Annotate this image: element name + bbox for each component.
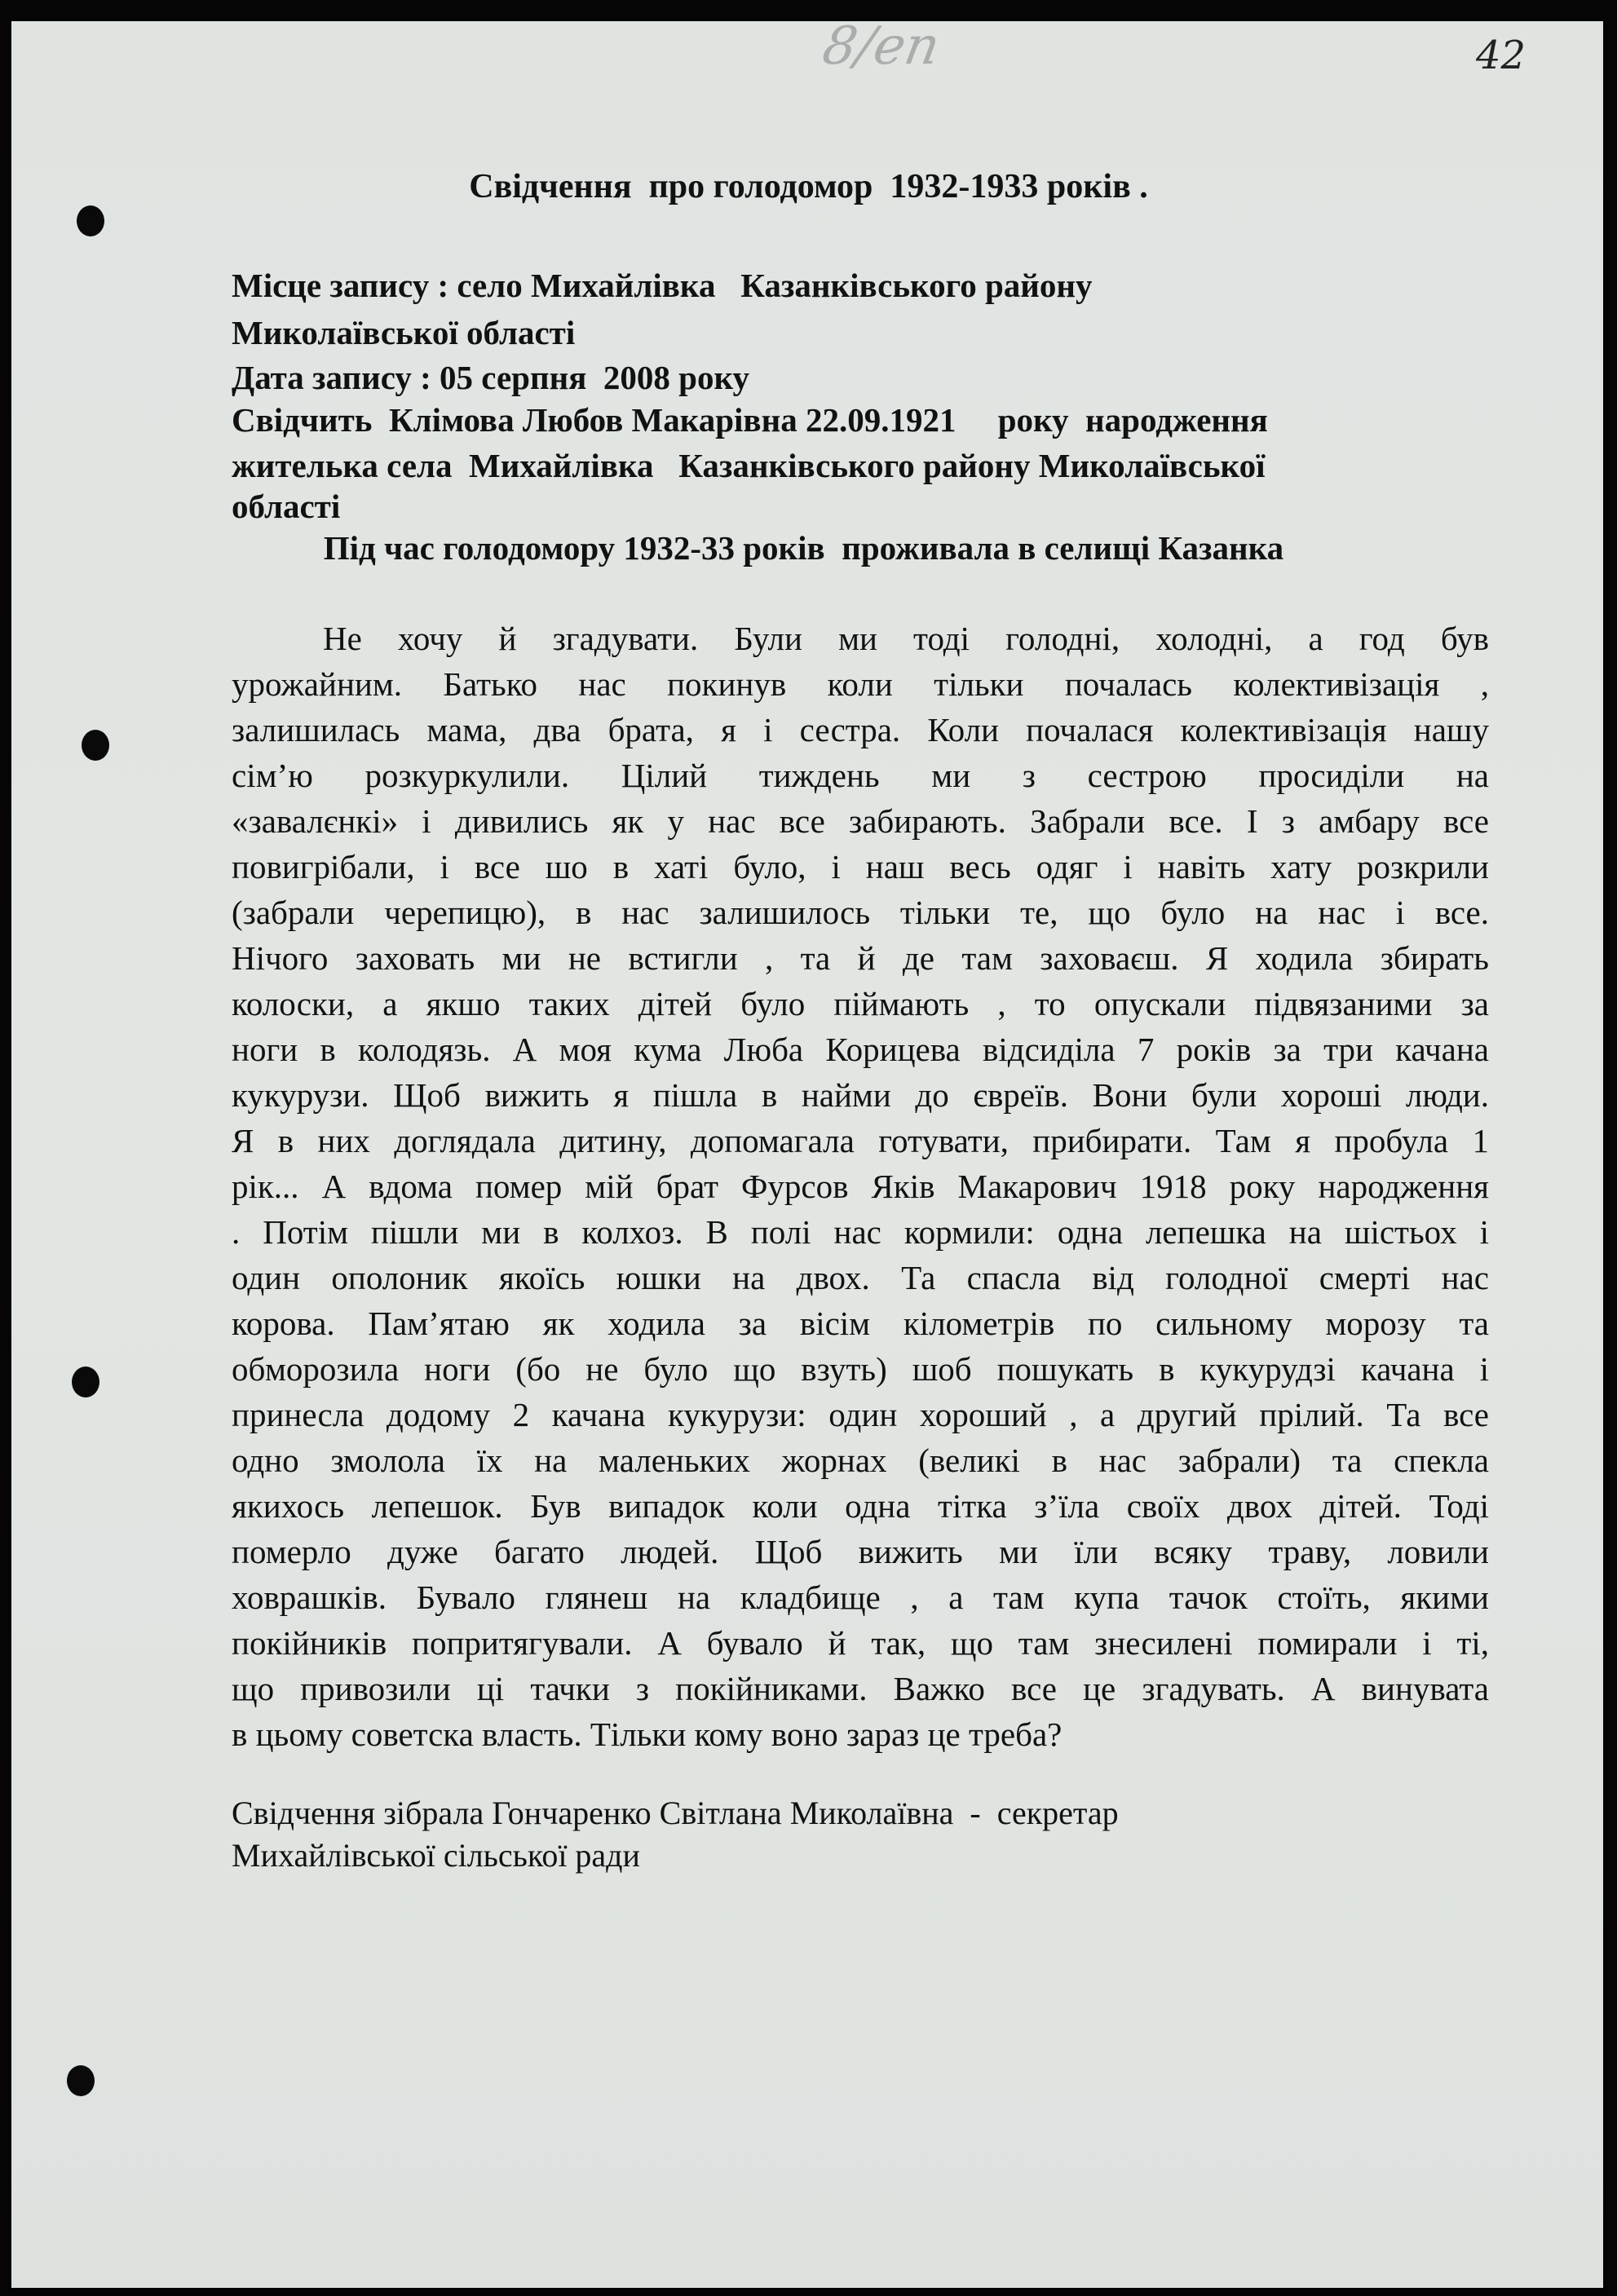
header-line: Місце запису : село Михайлівка Казанківського району bbox=[232, 267, 1093, 304]
punch-hole bbox=[77, 205, 104, 236]
body-line: . Потім пішли ми в колхоз. В полі нас кормили: одна лепешка на шістьох і bbox=[232, 1213, 1489, 1251]
body-line: якихось лепешок. Був випадок коли одна тітка з’їла своїх двох дітей. Тоді bbox=[232, 1487, 1489, 1525]
body-line: рік... А вдома помер мій брат Фурсов Яків Макарович 1918 року народження bbox=[232, 1168, 1489, 1205]
page-number: 42 bbox=[1476, 33, 1526, 78]
body-line: корова. Пам’ятаю як ходила за вісім кілометрів по сильному морозу та bbox=[232, 1305, 1489, 1342]
document-title: Свідчення про голодомор 1932-1933 років . bbox=[469, 168, 1148, 205]
header-line: Свідчить Клімова Любов Макарівна 22.09.1921 року народження bbox=[232, 401, 1268, 439]
footer-line: Михайлівської сільської ради bbox=[232, 1837, 640, 1874]
punch-hole bbox=[72, 1367, 99, 1397]
body-line: в цьому советска власть. Тільки кому воно зараз це треба? bbox=[232, 1715, 1063, 1753]
body-line: кукурузи. Щоб вижить я пішла в найми до євреїв. Вони були хороші люди. bbox=[232, 1076, 1489, 1114]
header-line: області bbox=[232, 488, 341, 525]
body-line: Не хочу й згадувати. Були ми тоді голодні, холодні, а год був bbox=[323, 620, 1489, 657]
body-line: ноги в колодязь. А моя кума Люба Корицева відсиділа 7 років за три качана bbox=[232, 1031, 1489, 1068]
body-line: що привозили ці тачки з покійниками. Важко все це згадувать. А винувата bbox=[232, 1670, 1489, 1707]
body-line: померло дуже багато людей. Щоб вижить ми їли всяку траву, ловили bbox=[232, 1533, 1489, 1570]
body-line: сім’ю розкуркулили. Цілий тиждень ми з сестрою просиділи на bbox=[232, 757, 1489, 794]
body-line: колоски, а якшо таких дітей було піймають , то опускали підвязаними за bbox=[232, 985, 1489, 1022]
body-line: покійників попритягували. А бувало й так, що там знесилені помирали і ті, bbox=[232, 1624, 1489, 1662]
archive-mark: 8/en bbox=[818, 16, 944, 77]
body-line: принесла додому 2 качана кукурузи: один хороший , а другий прілий. Та все bbox=[232, 1396, 1489, 1433]
header-line: Дата запису : 05 серпня 2008 року bbox=[232, 359, 749, 396]
body-line: повигрібали, і все шо в хаті було, і наш весь одяг і навіть хату розкрили bbox=[232, 848, 1489, 885]
header-line: жителька села Михайлівка Казанківського району Миколаївської bbox=[232, 447, 1266, 484]
header-line: Під час голодомору 1932-33 років проживала в селищі Казанка bbox=[232, 529, 1284, 567]
body-line: ховрашків. Бувало глянеш на кладбище , а там купа тачок стоїть, якими bbox=[232, 1578, 1489, 1616]
body-line: урожайним. Батько нас покинув коли тільки почалась колективізація , bbox=[232, 665, 1489, 703]
body-line: Я в них доглядала дитину, допомагала готувати, прибирати. Там я пробула 1 bbox=[232, 1122, 1489, 1159]
punch-hole bbox=[82, 730, 109, 761]
body-line: одно змолола їх на маленьких жорнах (великі в нас забрали) та спекла bbox=[232, 1442, 1489, 1479]
body-line: Нічого заховать ми не встигли , та й де там заховаєш. Я ходила збирать bbox=[232, 939, 1489, 977]
body-line: обморозила ноги (бо не було що взуть) шоб пошукать в кукурудзі качана і bbox=[232, 1350, 1489, 1388]
body-line: один ополоник якоїсь юшки на двох. Та спасла від голодної смерті нас bbox=[232, 1259, 1489, 1296]
body-line: (забрали черепицю), в нас залишилось тільки те, що було на нас і все. bbox=[232, 894, 1489, 931]
testimony-body bbox=[232, 616, 1489, 1757]
header-line: Миколаївської області bbox=[232, 314, 576, 351]
body-line: залишилась мама, два брата, я і сестра. Коли почалася колективізація нашу bbox=[232, 711, 1489, 748]
body-line: «завалєнкі» і дивились як у нас все забирають. Забрали все. І з амбару все bbox=[232, 802, 1489, 840]
punch-hole bbox=[67, 2065, 95, 2096]
footer-line: Свідчення зібрала Гончаренко Світлана Миколаївна - секретар bbox=[232, 1795, 1119, 1831]
